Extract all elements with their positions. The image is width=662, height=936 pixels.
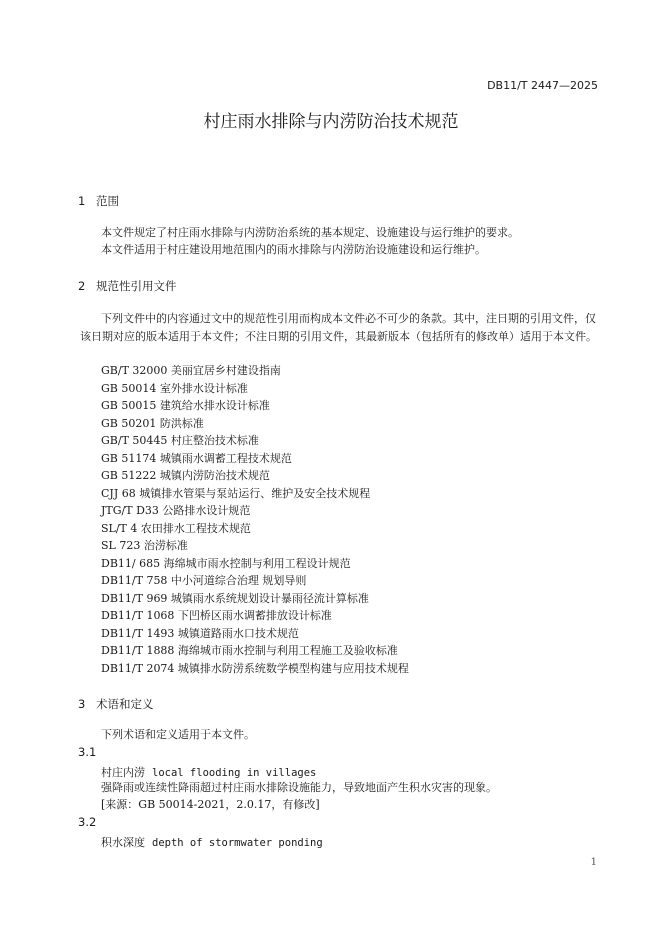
reference-item: SL/T 4 农田排水工程技术规范 (101, 521, 251, 535)
term-number: 3.1 (78, 745, 97, 759)
scope-paragraph-1: 本文件规定了村庄雨水排除与内涝防治系统的基本规定、设施建设与运行维护的要求。 (101, 226, 519, 239)
scope-paragraph-2: 本文件适用于村庄建设用地范围内的雨水排除与内涝防治设施建设和运行维护。 (101, 243, 486, 256)
section-number: 1 (78, 194, 86, 208)
reference-list (101, 362, 409, 677)
reference-item: DB11/T 758 中小河道综合治理 规划导则 (101, 574, 307, 587)
reference-item: DB11/T 2074 城镇排水防涝系统数学模型构建与应用技术规程 (101, 661, 409, 675)
section-title: 范围 (96, 194, 119, 208)
section-heading-terms (78, 696, 154, 712)
term-title (101, 834, 323, 850)
term-number: 3.2 (78, 815, 97, 829)
page-number: 1 (590, 857, 597, 868)
reference-item: GB 50014 室外排水设计标准 (101, 381, 248, 395)
section-title: 规范性引用文件 (96, 279, 177, 293)
term-name-zh: 村庄内涝 (101, 766, 145, 779)
terms-intro: 下列术语和定义适用于本文件。 (101, 728, 255, 741)
term-definition: 强降雨或连续性降雨超过村庄雨水排除设施能力，导致地面产生积水灾害的现象。 (101, 781, 497, 794)
section-heading-scope (78, 193, 119, 209)
reference-item: GB/T 50445 村庄整治技术标准 (101, 434, 259, 447)
section-number: 2 (78, 279, 86, 293)
term-name-en: local flooding in villages (152, 767, 317, 779)
reference-item: SL 723 治涝标准 (101, 539, 188, 552)
document-title: 村庄雨水排除与内涝防治技术规范 (203, 112, 459, 132)
reference-item: JTG/T D33 公路排水设计规范 (101, 504, 251, 517)
reference-item: GB 51174 城镇雨水调蓄工程技术规范 (101, 451, 292, 465)
standard-number: DB11/T 2447—2025 (487, 79, 598, 92)
section-heading-normative (78, 278, 177, 294)
term-name-en: depth of stormwater ponding (152, 837, 323, 849)
term-title (101, 764, 316, 780)
section-number: 3 (78, 697, 86, 711)
term-source: [来源：GB 50014-2021，2.0.17，有修改] (101, 798, 320, 811)
reference-item: GB 50201 防洪标准 (101, 416, 204, 430)
reference-item: CJJ 68 城镇排水管渠与泵站运行、维护及安全技术规程 (101, 486, 371, 500)
reference-item: DB11/T 969 城镇雨水系统规划设计暴雨径流计算标准 (101, 591, 369, 605)
section-title: 术语和定义 (96, 697, 154, 711)
reference-item: GB 51222 城镇内涝防治技术规范 (101, 469, 270, 482)
reference-item: DB11/ 685 海绵城市雨水控制与利用工程设计规范 (101, 556, 351, 570)
reference-item: GB/T 32000 美丽宜居乡村建设指南 (101, 364, 281, 377)
reference-item: DB11/T 1068 下凹桥区雨水调蓄排放设计标准 (101, 609, 332, 622)
reference-item: DB11/T 1493 城镇道路雨水口技术规范 (101, 626, 299, 640)
term-name-zh: 积水深度 (101, 836, 145, 849)
reference-item: DB11/T 1888 海绵城市雨水控制与利用工程施工及验收标准 (101, 644, 398, 657)
normative-intro: 下列文件中的内容通过文中的规范性引用而构成本文件必不可少的条款。其中，注日期的引用文件，仅该日期对应的版本适用于本文件；不注日期的引用文件，其最新版本（包括所有的修改单）适用于本文件。 (80, 312, 597, 343)
reference-item: GB 50015 建筑给水排水设计标准 (101, 399, 270, 412)
